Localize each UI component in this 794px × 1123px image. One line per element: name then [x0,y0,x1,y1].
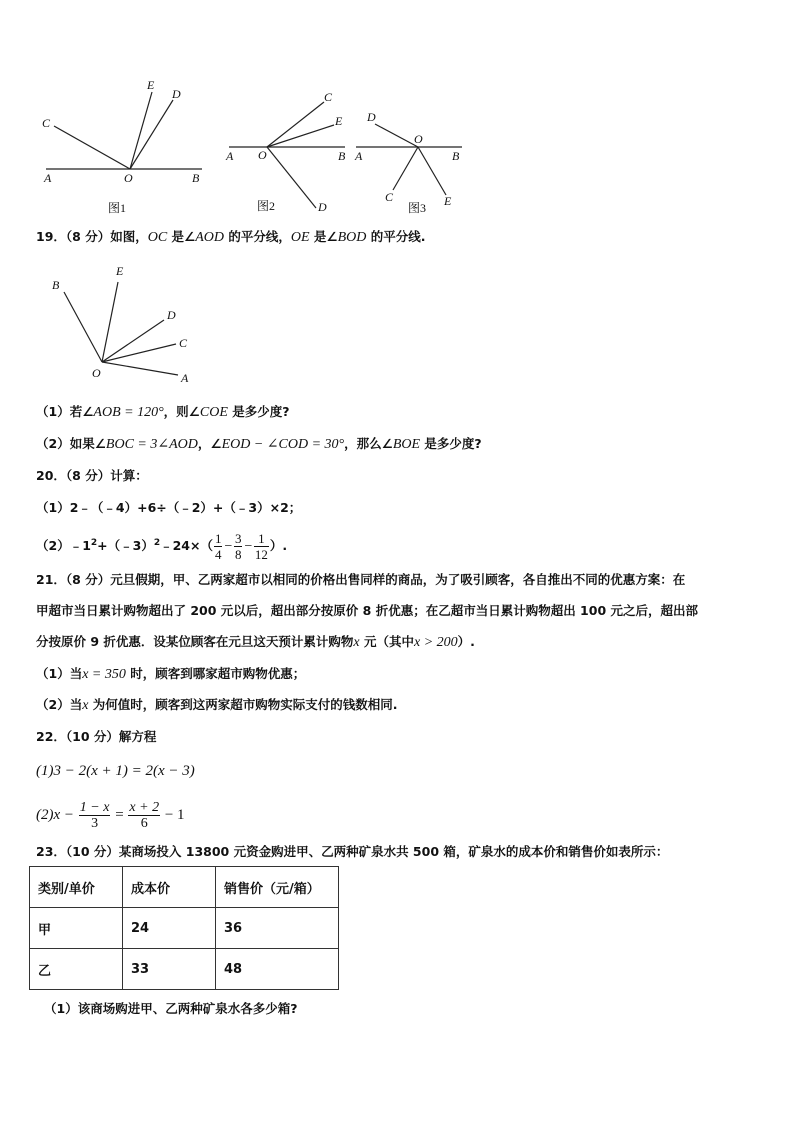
fig2-caption: 图2 [257,199,276,213]
fig1-label-e: E [147,78,155,92]
figure-1 [46,92,202,169]
q22-equation-1: (1)3 − 2(x + 1) = 2(x − 3) [36,763,195,779]
table-header-category: 类别/单价 [30,867,123,908]
q19-label-e: E [116,264,124,278]
q19-label-d: D [167,308,176,322]
q21-line3: 分按原价 9 折优惠．设某位顾客在元旦这天预计累计购物x 元（其中x > 200）. [36,634,475,650]
fig1-label-c: C [42,116,51,130]
q22-heading: 22．（10 分）解方程 [36,729,157,744]
table-header-price: 销售价（元/箱） [216,867,339,908]
fig1-label-a: A [44,171,52,185]
q19-part1: （1）若∠AOB = 120°，则∠COE 是多少度? [36,404,290,420]
figure-2 [229,102,345,208]
table-header-cost: 成本价 [123,867,216,908]
table-cell: 48 [216,949,339,990]
fig1-label-d: D [172,87,181,101]
q19-figure [0,250,260,400]
q23-part1: （1）该商场购进甲、乙两种矿泉水各多少箱? [44,1001,298,1016]
fig3-caption: 图3 [408,201,427,215]
q19-label-a: A [181,371,189,385]
fig1-label-o: O [124,171,133,185]
table-cell: 24 [123,908,216,949]
q21-line2: 甲超市当日累计购物超出了 200 元以后，超出部分按原价 8 折优惠；在乙超市当日累计购物超出 100 元之后，超出部 [36,603,698,618]
fig2-label-a: A [226,149,234,163]
q19-part2: （2）如果∠BOC = 3∠AOD，∠EOD − ∠COD = 30°，那么∠BOE 是多少度? [36,436,482,452]
table-row [30,908,339,949]
fig3-label-d: D [367,110,376,124]
q20-part1: （1）2﹣（﹣4）+6÷（﹣2）+（﹣3）×2； [36,500,302,515]
q21-part2: （2）当x 为何值时，顾客到这两家超市购物实际支付的钱数相同. [36,697,398,713]
table-cell: 36 [216,908,339,949]
fig3-label-o: O [414,132,423,146]
fig3-label-a: A [355,149,363,163]
q21-part1: （1）当x = 350 时，顾客到哪家超市购物优惠； [36,666,306,682]
fig1-label-b: B [192,171,200,185]
fig2-label-d: D [318,200,327,214]
fraction-1-12: $\frac{1}{12}$ [254,531,268,563]
fig3-label-e: E [444,194,452,208]
q20-heading: 20．（8 分）计算： [36,468,148,483]
q20-part2: $(2)﹣1^2+(﹣3)^2﹣24\times$（ $\frac{1}{4}$ − $\frac{3}{8}$ − $\frac{1}{12}$ ）. [36,531,288,563]
angle-figures [0,0,794,230]
table-cell: 甲 [30,908,123,949]
table-header-row [30,867,339,908]
q19-heading: 19．（8 分）如图，OC 是∠AOD 的平分线，OE 是∠BOD 的平分线. [36,229,426,245]
fig2-label-b: B [338,149,346,163]
q19-label-b: B [52,278,60,292]
table-cell: 33 [123,949,216,990]
q21-line1: 21．（8 分）元旦假期，甲、乙两家超市以相同的价格出售同样的商品，为了吸引顾客，各自推出不同的优惠方案：在 [36,572,686,587]
fraction-1-4: $\frac{1}{4}$ [214,531,222,563]
fraction-3-8: $\frac{3}{8}$ [234,531,242,563]
table-row [30,949,339,990]
fig2-label-o: O [258,148,267,162]
fraction-xp2-6: $\frac{x + 2}{6}$ [129,800,160,832]
price-table [29,866,339,990]
figure-3 [356,124,462,195]
fig1-caption: 图1 [108,201,127,215]
fig2-label-e: E [335,114,343,128]
q19-label-o: O [92,366,101,380]
fig3-label-b: B [452,149,460,163]
fraction-1mx-3: $\frac{1 - x}{3}$ [79,800,110,832]
q23-heading: 23．（10 分）某商场投入 13800 元资金购进甲、乙两种矿泉水共 500 箱，矿泉水的成本价和销售价如表所示： [36,844,669,859]
q19-label-c: C [179,336,188,350]
q22-equation-2: (2)x − $\frac{1 - x}{3}$ = $\frac{x + 2}{6}$ − 1 [36,800,185,832]
fig3-label-c: C [385,190,394,204]
fig2-label-c: C [324,90,333,104]
table-cell: 乙 [30,949,123,990]
